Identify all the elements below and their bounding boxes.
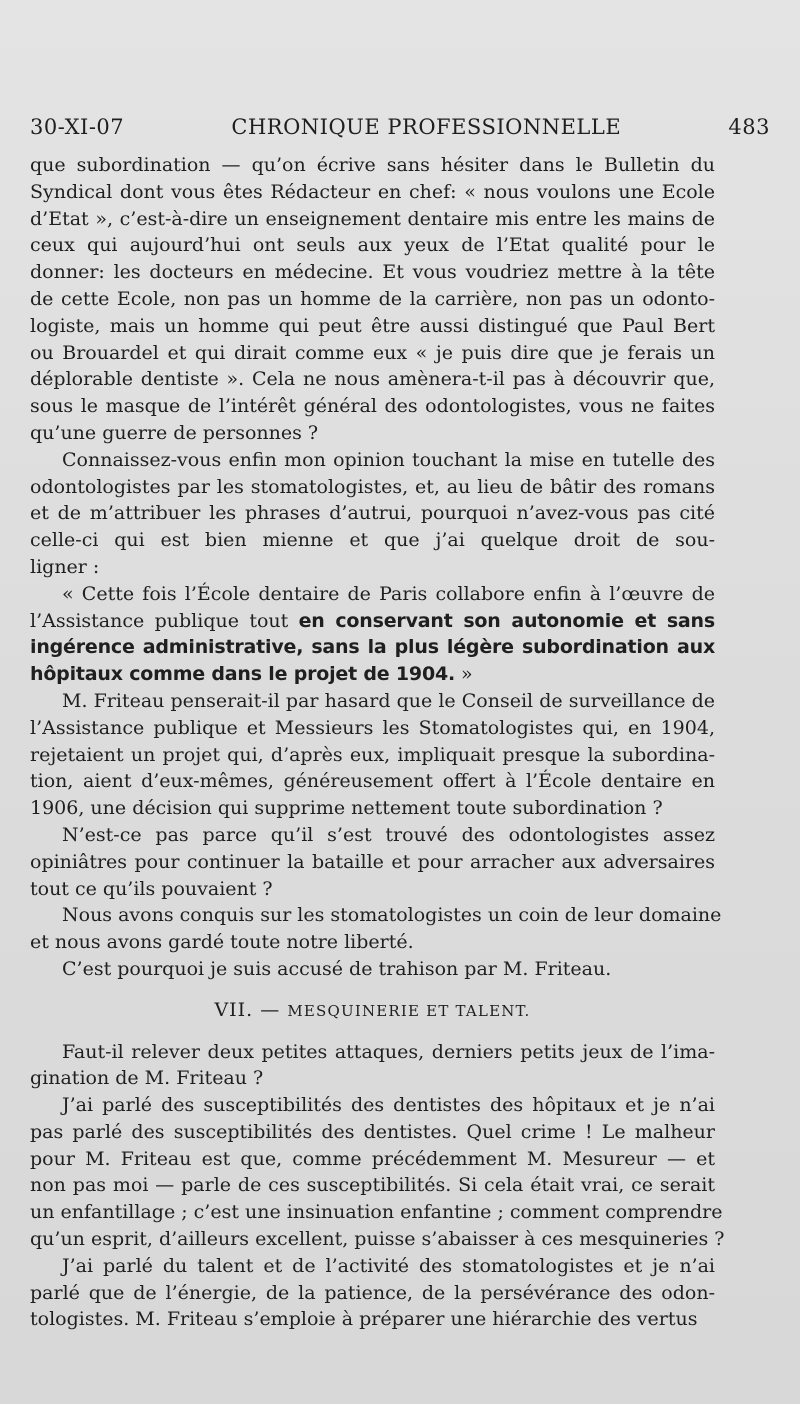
text-line: sous le masque de l’intérêt général des odontologistes, vous ne faites xyxy=(30,395,715,418)
section-number: VII. — xyxy=(214,998,281,1021)
page-number: 483 xyxy=(728,115,770,139)
paragraph xyxy=(30,581,715,688)
running-header xyxy=(30,115,770,139)
text-line: qu’une guerre de personnes ? xyxy=(30,421,319,444)
text-line: pas parlé des susceptibilités des dentistes. Quel crime ! Le malheur xyxy=(30,1120,715,1143)
text-line: opiniâtres pour continuer la bataille et pour arracher aux adversaires xyxy=(30,850,715,873)
text-line: celle-ci qui est bien mienne et que j’ai quelque droit de sou- xyxy=(30,529,715,552)
text-line: l’Assistance publique et Messieurs les Stomatologistes qui, en 1904, xyxy=(30,716,715,739)
paragraph xyxy=(30,152,715,447)
emphasis: ingérence administrative, sans la plus légère subordination aux xyxy=(30,636,715,659)
paragraph xyxy=(30,822,715,902)
section-heading xyxy=(30,997,715,1025)
paragraph xyxy=(30,1039,715,1093)
emphasis: en conservant son autonomie et sans xyxy=(298,609,715,632)
paragraph xyxy=(30,902,722,956)
text-line: odontologistes par les stomatologistes, et, au lieu de bâtir des romans xyxy=(30,475,715,498)
text-line: Syndical dont vous êtes Rédacteur en chef: « nous voulons une Ecole xyxy=(30,180,715,203)
section-title: MESQUINERIE ET TALENT. xyxy=(287,1001,531,1020)
header-title: CHRONIQUE PROFESSIONNELLE xyxy=(231,115,622,139)
text-line: déplorable dentiste ». Cela ne nous amènera-t-il pas à découvrir que, xyxy=(30,368,715,391)
text-line: ligner : xyxy=(30,555,100,578)
text-line: hôpitaux comme dans le projet de 1904. » xyxy=(30,663,473,686)
text-line: non pas moi — parle de ces susceptibilités. Si cela était vrai, ce serait xyxy=(30,1174,715,1197)
body-text xyxy=(30,152,725,1333)
text-block-2 xyxy=(30,1039,725,1334)
text-line: ceux qui aujourd’hui ont seuls aux yeux de l’Etat qualité pour le xyxy=(30,234,715,257)
text-line: « Cette fois l’École dentaire de Paris collabore enfin à l’œuvre de xyxy=(62,582,715,605)
text-line: tion, aient d’eux-mêmes, généreusement offert à l’École dentaire en xyxy=(30,770,715,793)
text-line: 1906, une décision qui supprime nettement toute subordination ? xyxy=(30,797,663,820)
text-line: et nous avons gardé toute notre liberté. xyxy=(30,931,414,954)
text-line xyxy=(30,634,715,661)
text-line: pour M. Friteau est que, comme précédemment M. Mesureur — et xyxy=(30,1147,715,1170)
emphasis: hôpitaux comme dans le projet de 1904. xyxy=(30,663,456,686)
text-line: rejetaient un projet qui, d’après eux, impliquait presque la subordina- xyxy=(30,743,715,766)
text-line: J’ai parlé des susceptibilités des dentistes des hôpitaux et je n’ai xyxy=(62,1094,715,1117)
text-line: qu’un esprit, d’ailleurs excellent, puisse s’abaisser à ces mesquineries ? xyxy=(30,1228,725,1251)
text-line: N’est-ce pas parce qu’il s’est trouvé des odontologistes assez xyxy=(62,823,715,846)
text-block-1 xyxy=(30,152,722,983)
text-line: parlé que de l’énergie, de la patience, de la persévérance des odon- xyxy=(30,1281,715,1304)
paragraph xyxy=(30,688,715,822)
text-line: C’est pourquoi je suis accusé de trahison par M. Friteau. xyxy=(62,957,612,980)
text-line: M. Friteau penserait-il par hasard que le Conseil de surveillance de xyxy=(62,689,715,712)
text-line: tout ce qu’ils pouvaient ? xyxy=(30,877,273,900)
text-line: donner: les docteurs en médecine. Et vous voudriez mettre à la tête xyxy=(30,261,715,284)
header-date: 30-XI-07 xyxy=(30,115,125,139)
paragraph xyxy=(30,447,715,581)
paragraph xyxy=(30,1253,715,1333)
text-line: gination de M. Friteau ? xyxy=(30,1067,264,1090)
text-line: Connaissez-vous enfin mon opinion touchant la mise en tutelle des xyxy=(62,448,715,471)
text-line: d’Etat », c’est-à-dire un enseignement dentaire mis entre les mains de xyxy=(30,207,715,230)
text-line: Faut-il relever deux petites attaques, derniers petits jeux de l’ima- xyxy=(62,1040,715,1063)
text-line: et de m’attribuer les phrases d’autrui, pourquoi n’avez-vous pas cité xyxy=(30,502,715,525)
paragraph xyxy=(30,956,715,983)
text-line: que subordination — qu’on écrive sans hésiter dans le Bulletin du xyxy=(30,154,715,176)
paragraph xyxy=(30,1092,725,1253)
text-line: logiste, mais un homme qui peut être aussi distingué que Paul Bert xyxy=(30,314,715,337)
text-line: l’Assistance publique tout en conservant son autonomie et sans xyxy=(30,609,715,632)
text-line: Nous avons conquis sur les stomatologistes un coin de leur domaine xyxy=(62,904,722,927)
text-line: un enfantillage ; c’est une insinuation enfantine ; comment comprendre xyxy=(30,1201,723,1224)
text-line: ou Brouardel et qui dirait comme eux « je puis dire que je ferais un xyxy=(30,341,715,364)
text-line: tologistes. M. Friteau s’emploie à préparer une hiérarchie des vertus xyxy=(30,1308,698,1331)
text-line: J’ai parlé du talent et de l’activité des stomatologistes et je n’ai xyxy=(62,1254,715,1277)
text-line: de cette Ecole, non pas un homme de la carrière, non pas un odonto- xyxy=(30,287,715,310)
